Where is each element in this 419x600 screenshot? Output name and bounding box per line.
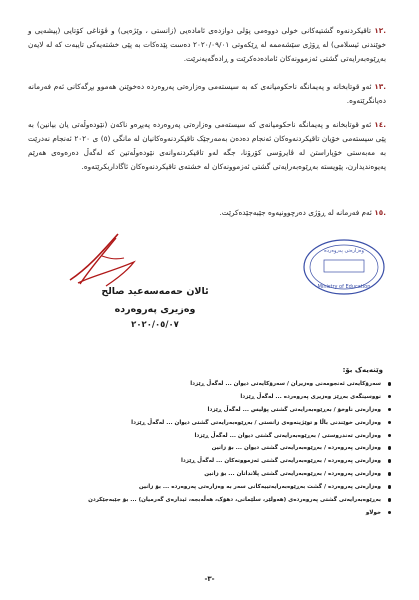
- paragraph-text: ئەو قوتابخانە و پەیمانگە ناحکومیانەی کە سیستەمی وەزارەتی پەروەردە پەیڕەو ناکەن (نێودەوڵەتی یان بیانین) بە پێی سیستەمی خۆیان تاقیکردنەوەکان ئەنجام دەدەن بەمەرجێک تاقیکردنەوەکانیان لە مانگی (٥) ی ٢٠٢٠ ئەنجام نەدرێت بە مەبەستی خۆپاراستن لە ڤایرۆسی کۆرۆنا، جگە لەو تاقیکردنەوانەی نێودەوڵەتین کە لەگەڵ دەرەوەی هەرێم پەیوەندیدارن، پێویستە بەڕێوەبەرایەتی گشتی ئەزموونەکان لە خشتەی تاقیکردنەوەکان ئاگاداربکرێتەوە.: [28, 120, 386, 171]
- bullet-icon: [388, 498, 392, 502]
- paragraph-12: [28, 24, 386, 66]
- list-item: [88, 494, 391, 507]
- list-item: [91, 417, 391, 430]
- list-item: [91, 468, 391, 481]
- paragraph-text: ئەو قوتابخانە و پەیمانگە ناحکومیانەی کە بە سیستەمی وەزارەتی پەروەردە دەخوێنن هەموو بڕگەکانی ئەم فەرمانە دەیانگرێتەوە.: [28, 82, 386, 105]
- cc-item-text: وەزارەتی تەندروستی / بەڕێوەبەرایەتی گشتی دیوان ... لەگەڵ ڕێزدا: [194, 432, 381, 439]
- list-item: [91, 378, 391, 391]
- bullet-icon: [388, 395, 392, 399]
- bullet-icon: [388, 408, 392, 412]
- list-item: [91, 391, 391, 404]
- cc-item-text: وەزارەتی خوێندنی باڵا و توێژینەوەی زانستی / بەڕێوەبەرایەتی گشتی دیوان ... لەگەڵ ڕێزدا: [131, 419, 381, 426]
- stamp-text-bottom: Ministry of Education: [317, 284, 371, 290]
- paragraph-number: .١٢: [374, 26, 386, 35]
- ministry-stamp: [302, 238, 386, 296]
- paragraph-number: .١٣: [374, 82, 386, 91]
- bullet-icon: [388, 511, 392, 515]
- list-item: [91, 404, 391, 417]
- signature-date: ٢٠٢٠/٠٥/٠٧: [131, 320, 179, 330]
- cc-item-text: وەزارەتی پەروەردە / بەڕێوەبەرایەتی گشتی پلاندانان ... بۆ زانین: [204, 471, 381, 478]
- list-item: [91, 442, 391, 455]
- list-item: [91, 481, 391, 494]
- cc-item-text: خولاو: [365, 509, 381, 516]
- signatory-title: وەزیری پەروەردە: [114, 304, 196, 315]
- bullet-icon: [388, 382, 392, 386]
- list-item: [91, 430, 391, 443]
- list-item: [91, 507, 391, 520]
- paragraph-14: [28, 118, 386, 174]
- paragraph-number: .١٥: [374, 208, 386, 217]
- list-item: [91, 455, 391, 468]
- bullet-icon: [388, 472, 392, 476]
- paragraph-13: [28, 80, 386, 108]
- cc-list: [88, 378, 391, 520]
- paragraph-number: .١٤: [374, 120, 386, 129]
- cc-item-text: سەرۆکایەتی ئەنجومەنی وەزیران / سەرۆکایەتی دیوان ... لەگەڵ ڕێزدا: [190, 381, 381, 387]
- cc-heading: وێنەیەک بۆ:: [342, 366, 383, 374]
- stamp-text-top: وەزارەتی پەروەردە: [324, 248, 364, 254]
- paragraph-15: [28, 206, 386, 220]
- bullet-icon: [388, 446, 392, 450]
- cc-item-text: وەزارەتی پەروەردە / بەڕێوەبەرایەتی گشتی دیوان ... بۆ زانین: [211, 445, 381, 452]
- cc-item-text: بەڕێوەبەرایەتی گشتی پەروەردەی (هەولێر، سلێمانی، دهۆک، هەڵەبجە، ئیدارەی گەرمیان) ... بۆ جێبەجێکردن: [88, 497, 381, 504]
- page-number: -٣-: [204, 575, 215, 583]
- cc-item-text: وەزارەتی ناوخۆ / بەڕێوەبەرایەتی گشتی پۆلیس ... لەگەڵ ڕێزدا: [207, 406, 381, 413]
- bullet-icon: [388, 421, 392, 425]
- cc-item-text: وەزارەتی پەروەردە / گشت بەڕێوەبەرایەتییەکانی سەر بە وەزارەتی پەروەردە ... بۆ زانین: [138, 484, 381, 491]
- cc-item-text: وەزارەتی پەروەردە / بەڕێوەبەرایەتی گشتی ئەزموونەکان ... لەگەڵ ڕێزدا: [180, 458, 381, 465]
- signatory-name: ئالان حەمەسەعید صالح: [101, 286, 209, 297]
- bullet-icon: [388, 485, 392, 489]
- bullet-icon: [388, 434, 392, 438]
- cc-item-text: نووسینگەی بەڕێز وەزیری پەروەردە ... لەگەڵ ڕێزدا: [240, 393, 381, 400]
- paragraph-text: ئەم فەرمانە لە ڕۆژی دەرچوونیەوە جێبەجێدەکرێت.: [219, 208, 372, 217]
- bullet-icon: [388, 459, 392, 463]
- paragraph-text: تاقیکردنەوە گشتیەکانی خولی دووەمی پۆلی دوازدەی ئامادەیی (زانستی ، وێژەیی) و ڤۆناغی کۆتایی (پیشەیی و خوێندنی ئیسلامی) لە ڕۆژی سێشەممە لە ڕێکەوتی ٢٠٢٠/٠٩/٠١ دەست پێدەکات بە پێی خشتەیەکی تایبەت کە لە لایەن بەڕێوەبەرایەتی گشتی ئەزموونەکان ئامادەدەکرێت و ڕادەگەیەنرێت.: [28, 26, 386, 63]
